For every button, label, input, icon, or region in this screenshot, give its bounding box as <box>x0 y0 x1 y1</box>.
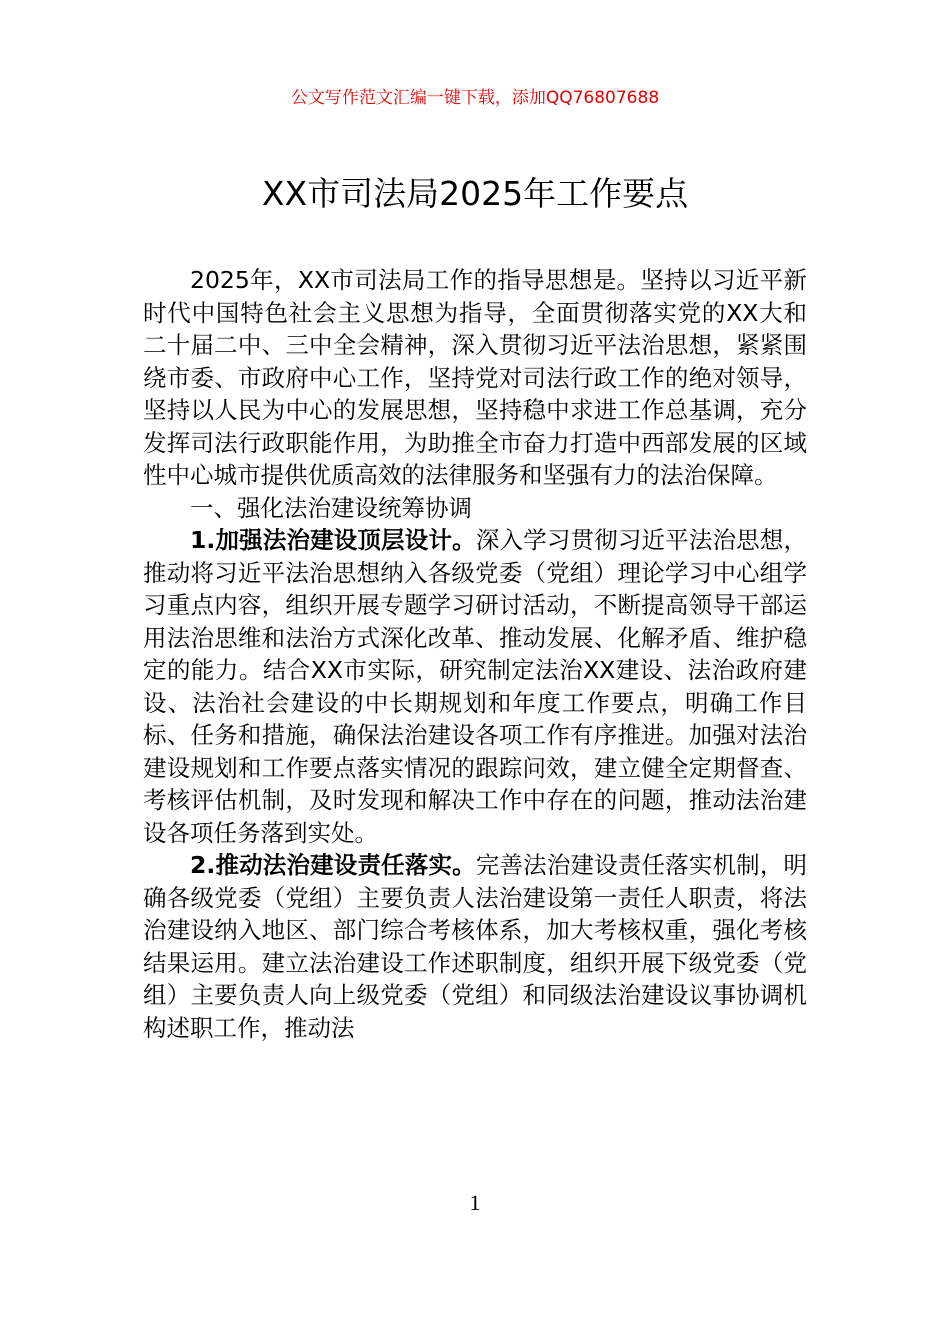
item-lead-2: 2.推动法治建设责任落实。 <box>190 851 476 879</box>
item-lead-1: 1.加强法治建设顶层设计。 <box>190 526 476 554</box>
document-title: XX市司法局2025年工作要点 <box>261 174 689 213</box>
intro-paragraph: 2025年，XX市司法局工作的指导思想是。坚持以习近平新时代中国特色社会主义思想为指导，全面贯彻落实党的XX大和二十届二中、三中全会精神，深入贯彻习近平法治思想，紧紧围绕市委、市政府中心工作，坚持党对司法行政工作的绝对领导，坚持以人民为中心的发展思想，坚持稳中求进工作总基调，充分发挥司法行政职能作用，为助推全市奋力打造中西部发展的区域性中心城市提供优质高效的法律服务和坚强有力的法治保障。 <box>143 266 807 489</box>
download-notice: 公文写作范文汇编一键下载，添加QQ76807688 <box>290 88 660 108</box>
item-text-1: 深入学习贯彻习近平法治思想，推动将习近平法治思想纳入各级党委（党组）理论学习中心组学习重点内容，组织开展专题学习研讨活动，不断提高领导干部运用法治思维和法治方式深化改革、推动发展、化解矛盾、维护稳定的能力。结合XX市实际，研究制定法治XX建设、法治政府建设、法治社会建设的中长期规划和年度工作要点，明确工作目标、任务和措施，确保法治建设各项工作有序推进。加强对法治建设规划和工作要点落实情况的跟踪问效，建立健全定期督查、考核评估机制，及时发现和解决工作中存在的问题，推动法治建设各项任务落到实处。 <box>143 526 808 847</box>
item-text-2: 完善法治建设责任落实机制，明确各级党委（党组）主要负责人法治建设第一责任人职责，将法治建设纳入地区、部门综合考核体系，加大考核权重，强化考核结果运用。建立法治建设工作述职制度，组织开展下级党委（党组）主要负责人向上级党委（党组）和同级法治建设议事协调机构述职工作，推动法 <box>143 851 808 1042</box>
item-paragraph-1 <box>143 524 807 849</box>
document-body <box>143 264 807 1044</box>
page-number: 1 <box>469 1190 481 1215</box>
section-heading: 一、强化法治建设统筹协调 <box>190 493 472 522</box>
item-paragraph-2 <box>143 849 807 1044</box>
